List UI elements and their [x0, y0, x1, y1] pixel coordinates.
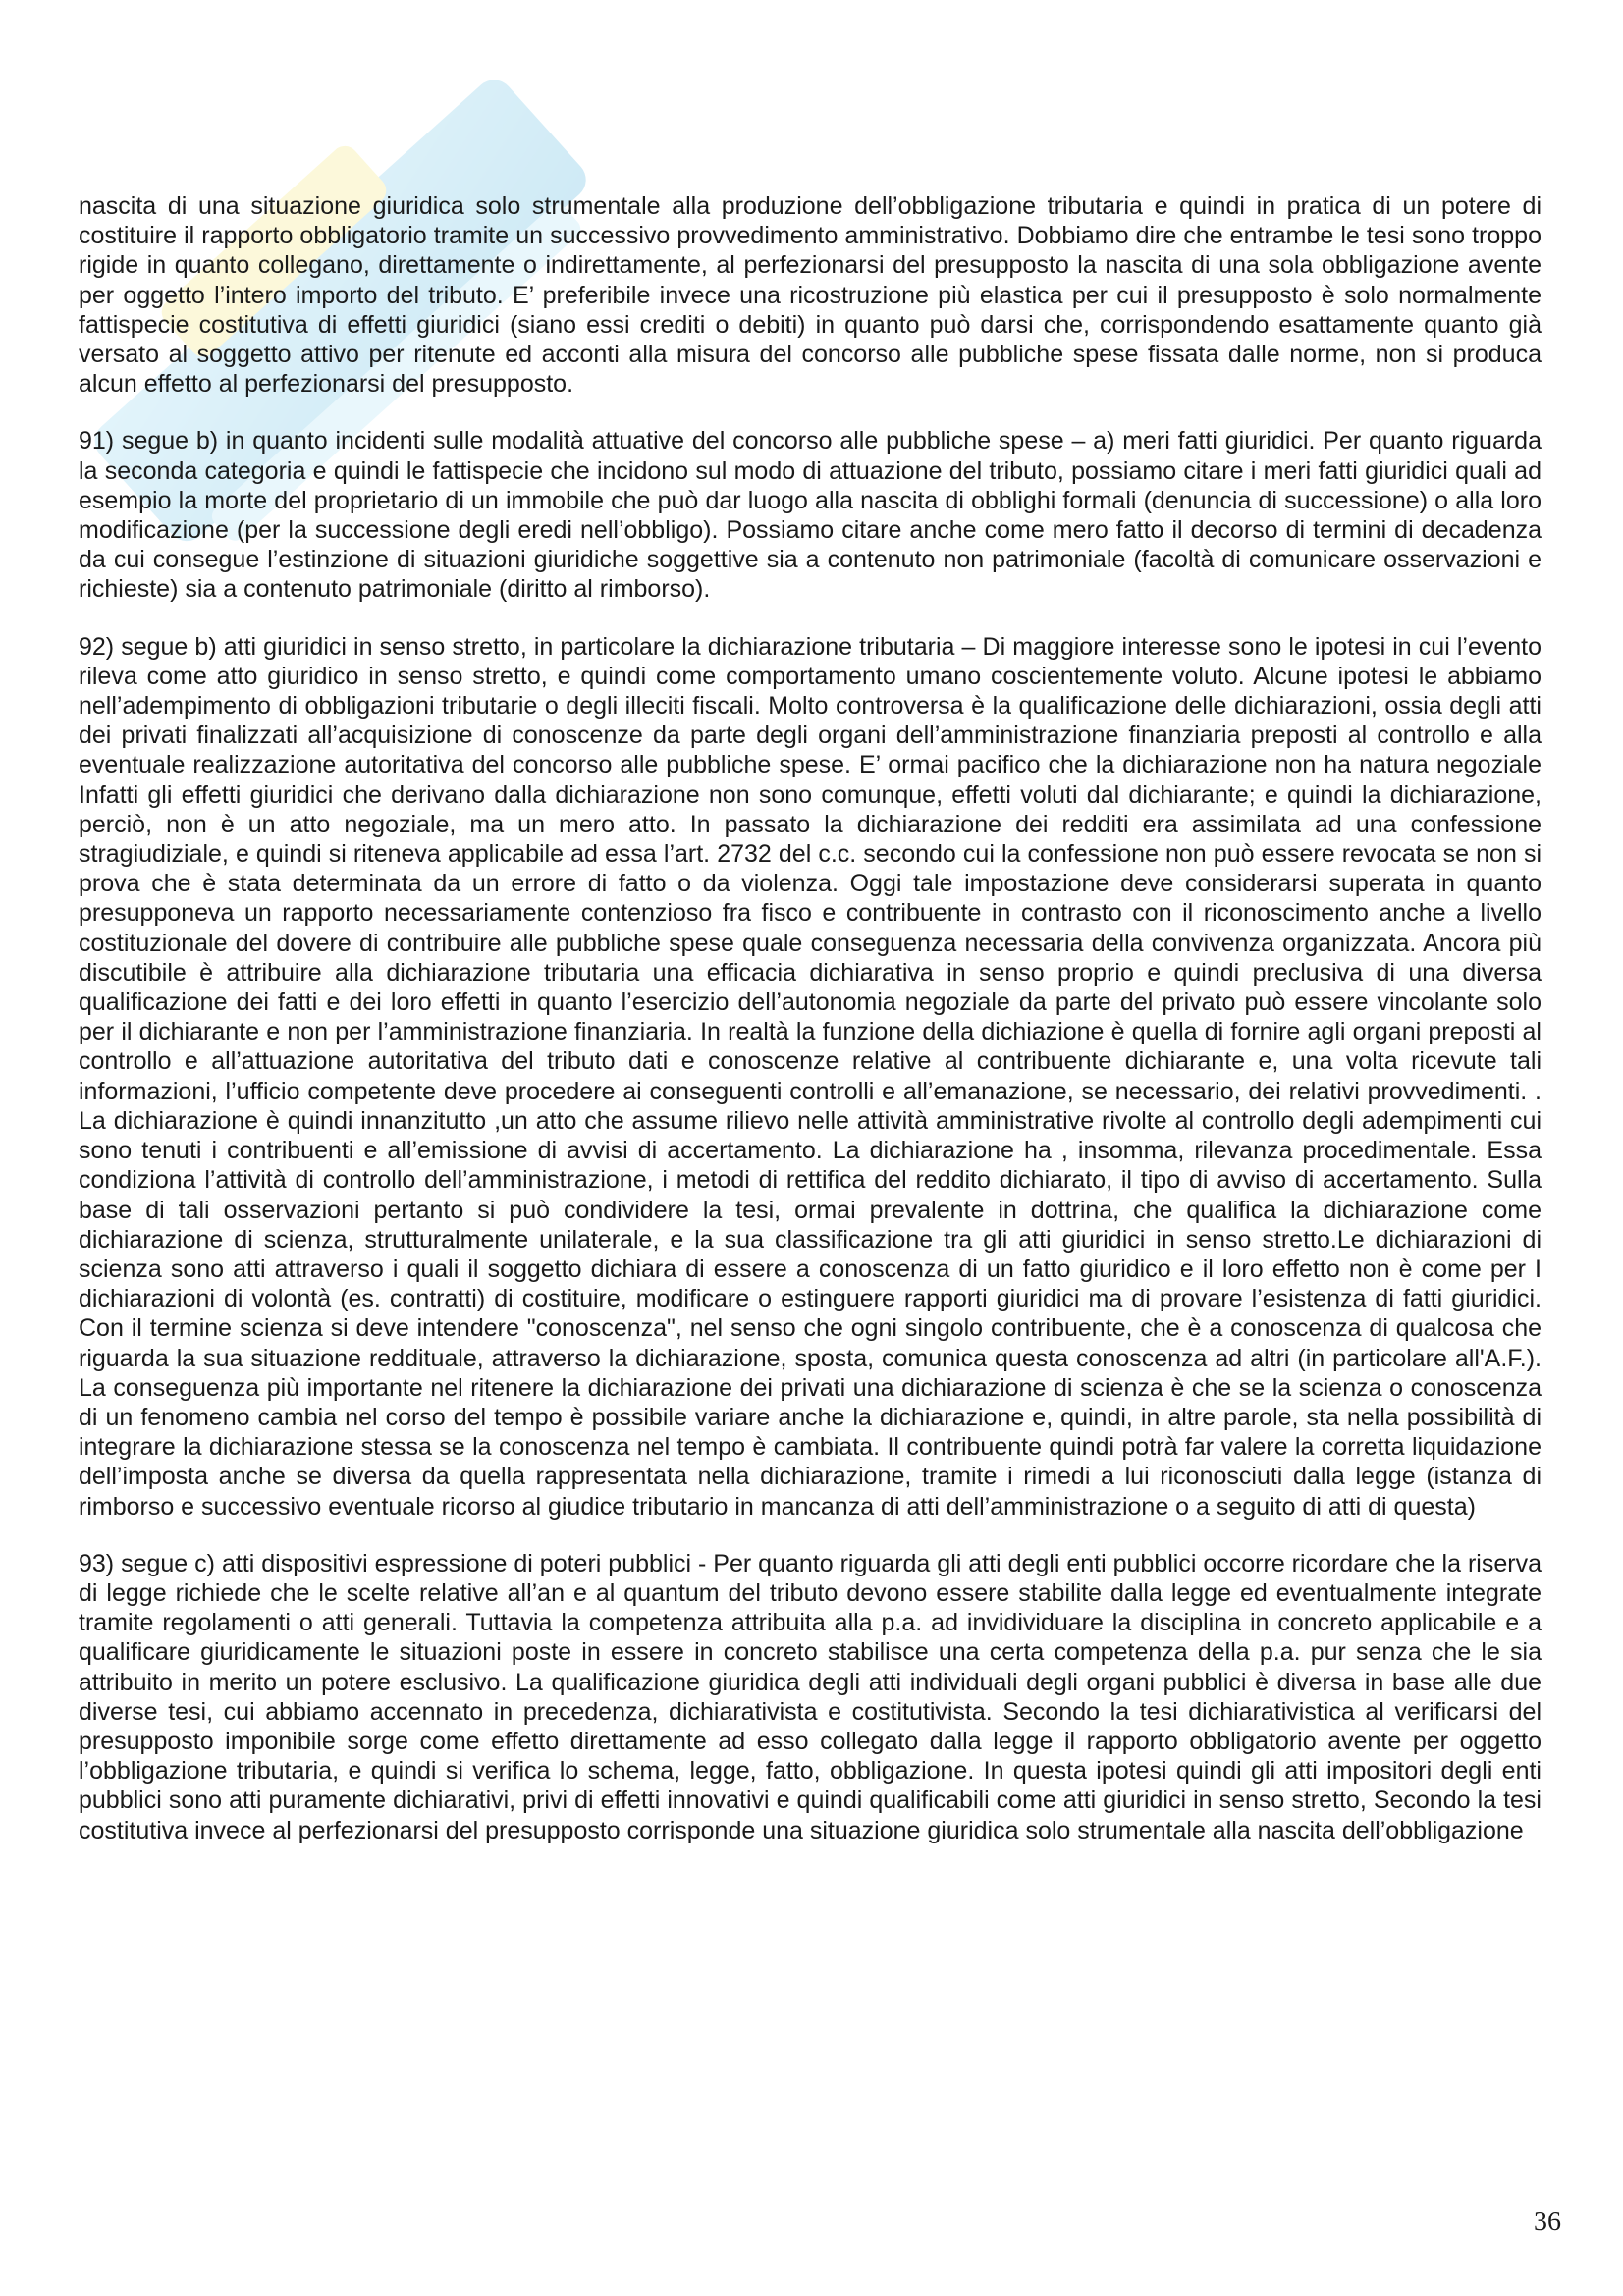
paragraph-continuation: nascita di una situazione giuridica solo strumentale alla produzione dell’obbligazione tributaria e quindi in pratica di un potere di costituire il rapporto obbligatorio tramite un successivo provvedimento amministrativo. Dobbiamo dire che entrambe le tesi sono troppo rigide in quanto collegano, direttamente o indirettamente, al perfezionarsi del presupposto la nascita di una sola obbligazione avente per oggetto l’intero importo del tributo. E’ preferibile invece una ricostruzione più elastica per cui il presupposto è solo normalmente fattispecie costitutiva di effetti giuridici (siano essi crediti o debiti) in quanto può darsi che, corrispondendo esattamente quanto già versato al soggetto attivo per ritenute ed acconti alla misura del concorso alle pubbliche spese fissata dalle norme, non si produca alcun effetto al perfezionarsi del presupposto. — [79, 192, 1542, 399]
paragraph-92: 92) segue b) atti giuridici in senso stretto, in particolare la dichiarazione tributaria – Di maggiore interesse sono le ipotesi in cui l’evento rileva come atto giuridico in senso stretto, e quindi come comportamento umano coscientemente voluto. Alcune ipotesi le abbiamo nell’adempimento di obbligazioni tributarie o degli illeciti fiscali. Molto controversa è la qualificazione delle dichiarazioni, ossia degli atti dei privati finalizzati all’acquisizione di conoscenze da parte degli organi dell’amministrazione finanziaria preposti al controllo e alla eventuale realizzazione autoritativa del concorso alle pubbliche spese. E’ ormai pacifico che la dichiarazione non ha natura negoziale Infatti gli effetti giuridici che derivano dalla dichiarazione non sono comunque, effetti voluti dal dichiarante; e quindi la dichiarazione, perciò, non è un atto negoziale, ma un mero atto. In passato la dichiarazione dei redditi era assimilata ad una confessione stragiudiziale, e quindi si riteneva applicabile ad essa l’art. 2732 del c.c. secondo cui la confessione non può essere revocata se non si prova che è stata determinata da un errore di fatto o da violenza. Oggi tale impostazione deve considerarsi superata in quanto presupponeva un rapporto necessariamente contenzioso fra fisco e contribuente in contrasto con il riconoscimento anche a livello costituzionale del dovere di contribuire alle pubbliche spese quale conseguenza necessaria della convivenza organizzata. Ancora più discutibile è attribuire alla dichiarazione tributaria una efficacia dichiarativa in senso proprio e quindi preclusiva di una diversa qualificazione dei fatti e dei loro effetti in quanto l’esercizio dell’autonomia negoziale da parte del privato può essere vincolante solo per il dichiarante e non per l’amministrazione finanziaria. In realtà la funzione della dichiazione è quella di fornire agli organi preposti al controllo e all’attuazione autoritativa del tributo dati e conoscenze relative al contribuente dichiarante e, una volta ricevute tali informazioni, l’ufficio competente deve procedere ai conseguenti controlli e all’emanazione, se necessario, dei relativi provvedimenti. . La dichiarazione è quindi innanzitutto ,un atto che assume rilievo nelle attività amministrative rivolte al controllo degli adempimenti cui sono tenuti i contribuenti e all’emissione di avvisi di accertamento. La dichiarazione ha , insomma, rilevanza procedimentale. Essa condiziona l’attività di controllo dell’amministrazione, i metodi di rettifica del reddito dichiarato, il tipo di avviso di accertamento. Sulla base di tali osservazioni pertanto si può condividere la tesi, ormai prevalente in dottrina, che qualifica la dichiarazione come dichiarazione di scienza, strutturalmente unilaterale, e la sua classificazione tra gli atti giuridici in senso stretto.Le dichiarazioni di scienza sono atti attraverso i quali il soggetto dichiara di essere a conoscenza di un fatto giuridico e il loro effetto non è come per I dichiarazioni di volontà (es. contratti) di costituire, modificare o estinguere rapporti giuridici ma di provare l’esistenza di fatti giuridici. Con il termine scienza si deve intendere "conoscenza", nel senso che ogni singolo contribuente, che è a conoscenza di qualcosa che riguarda la sua situazione reddituale, attraverso la dichiarazione, sposta, comunica questa conoscenza ad altri (in particolare all'A.F.). La conseguenza più importante nel ritenere la dichiarazione dei privati una dichiarazione di scienza è che se la scienza o conoscenza di un fenomeno cambia nel corso del tempo è possibile variare anche la dichiarazione e, quindi, in altre parole, sta nella possibilità di integrare la dichiarazione stessa se la conoscenza nel tempo è cambiata. Il contribuente quindi potrà far valere la corretta liquidazione dell’imposta anche se diversa da quella rappresentata nella dichiarazione, tramite i rimedi a lui riconosciuti dalla legge (istanza di rimborso e successivo eventuale ricorso al giudice tributario in mancanza di atti dell’amministrazione o a seguito di atti di questa) — [79, 632, 1542, 1521]
paragraph-91: 91) segue b) in quanto incidenti sulle modalità attuative del concorso alle pubbliche spese – a) meri fatti giuridici. Per quanto riguarda la seconda categoria e quindi le fattispecie che incidono sul modo di attuazione del tributo, possiamo citare i meri fatti giuridici quali ad esempio la morte del proprietario di un immobile che può dar luogo alla nascita di obblighi formali (denuncia di successione) o alla loro modificazione (per la successione degli eredi nell’obbligo). Possiamo citare anche come mero fatto il decorso di termini di decadenza da cui consegue l’estinzione di situazioni giuridiche soggettive sia a contenuto non patrimoniale (facoltà di comunicare osservazioni e richieste) sia a contenuto patrimoniale (diritto al rimborso). — [79, 427, 1542, 604]
paragraph-93: 93) segue c) atti dispositivi espressione di poteri pubblici - Per quanto riguarda gli atti degli enti pubblici occorre ricordare che la riserva di legge richiede che le scelte relative all’an e al quantum del tributo devono essere stabilite dalla legge ed eventualmente integrate tramite regolamenti o atti generali. Tuttavia la competenza attribuita alla p.a. ad invidividuare la disciplina in concreto applicabile e a qualificare giuridicamente le situazioni poste in essere in concreto stabilisce una certa competenza della p.a. pur senza che le sia attribuito in merito un potere esclusivo. La qualificazione giuridica degli atti individuali degli organi pubblici è diversa in base alle due diverse tesi, cui abbiamo accennato in precedenza, dichiarativista e costitutivista. Secondo la tesi dichiarativistica al verificarsi del presupposto imponibile sorge come effetto direttamente ad esso collegato dalla legge il rapporto obbligatorio avente per oggetto l’obbligazione tributaria, e quindi si verifica lo schema, legge, fatto, obbligazione. In questa ipotesi quindi gli atti impositori degli enti pubblici sono atti puramente dichiarativi, privi di effetti innovativi e quindi qualificabili come atti giuridici in senso stretto, Secondo la tesi costitutiva invece al perfezionarsi del presupposto corrisponde una situazione giuridica solo strumentale alla nascita dell’obbligazione — [79, 1549, 1542, 1844]
document-body — [79, 191, 1542, 1873]
page-number: 36 — [1534, 2207, 1561, 2237]
